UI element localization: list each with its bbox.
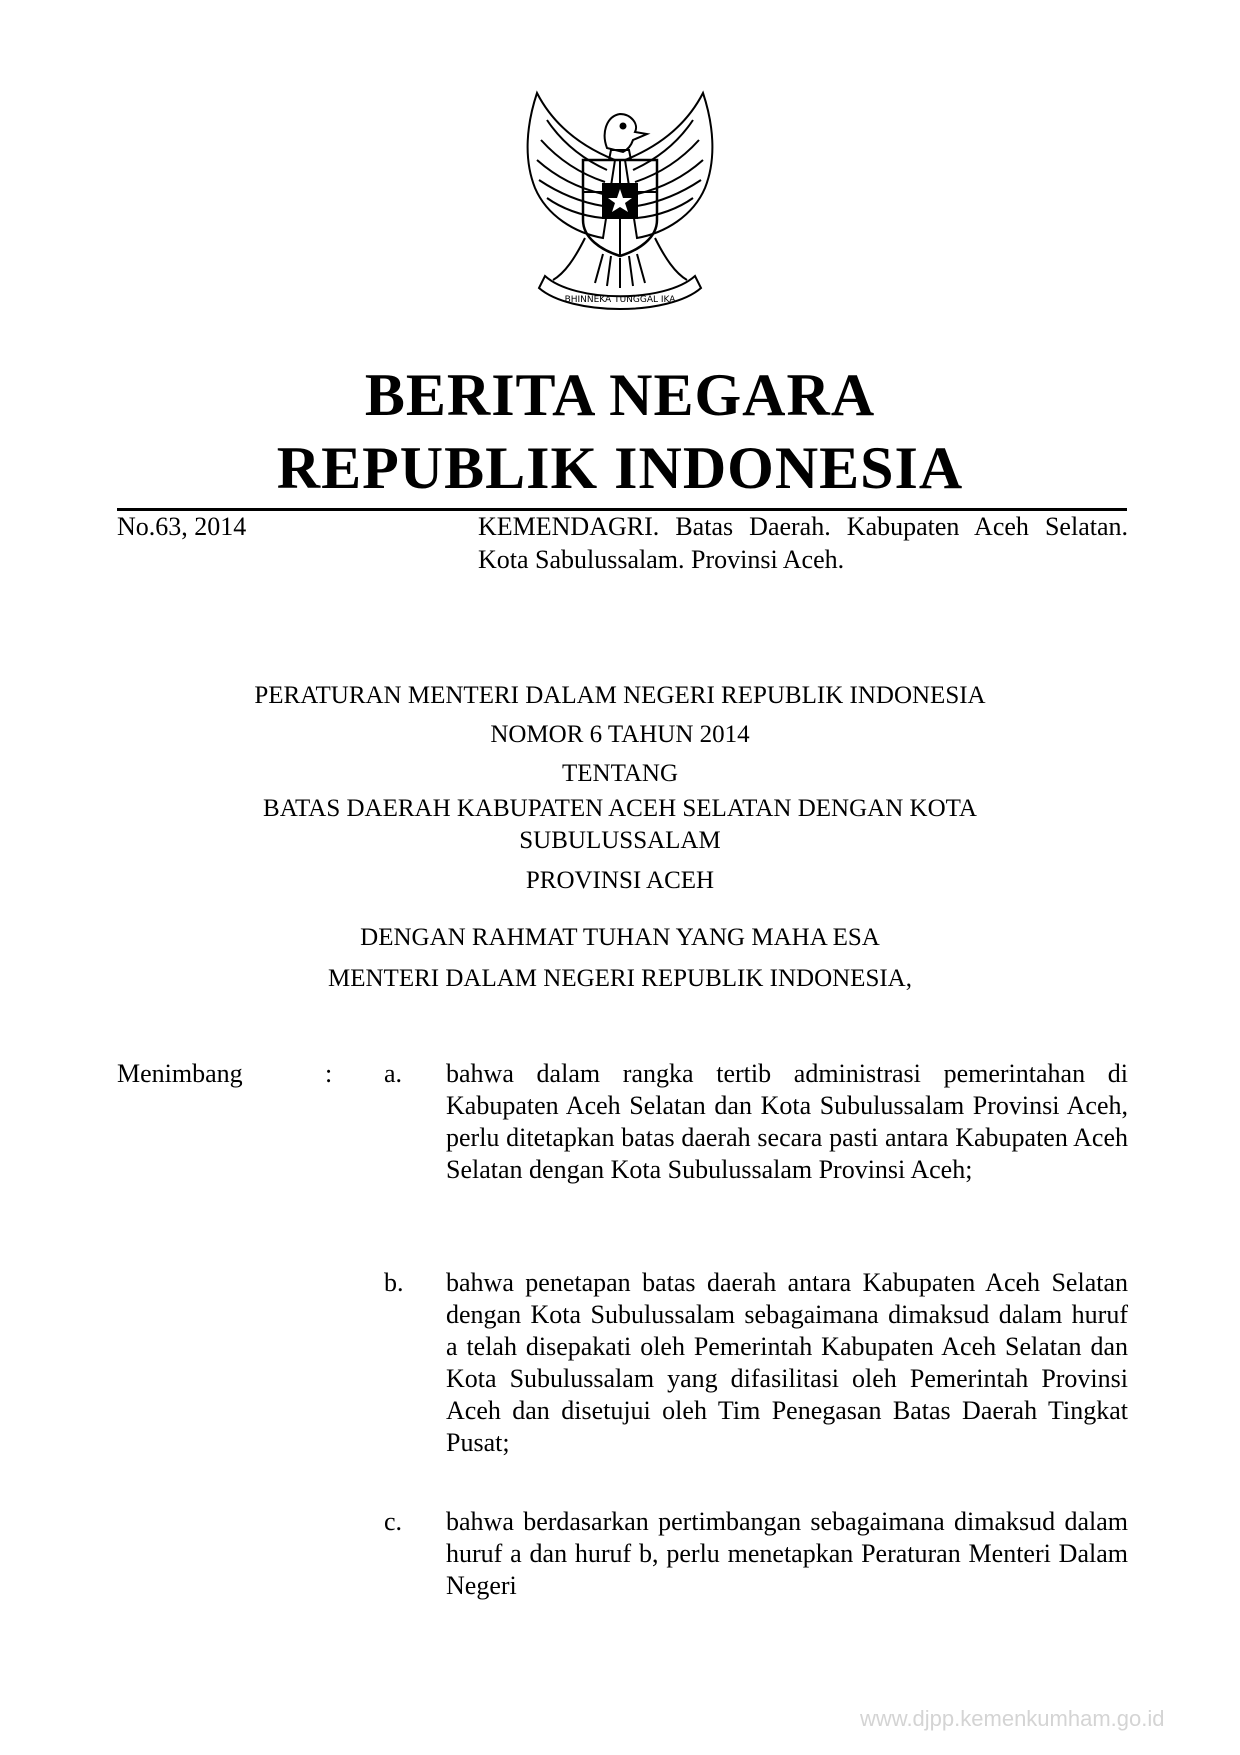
emblem-motto: BHINNEKA TUNGGAL IKA	[564, 295, 676, 305]
masthead-title-line2: REPUBLIK INDONESIA	[276, 435, 964, 501]
opening-block	[0, 917, 1240, 999]
considerations-colon: :	[325, 1059, 333, 1088]
regulation-heading	[0, 676, 1240, 900]
masthead-title-line1: BERITA NEGARA	[364, 362, 876, 428]
issue-number: No.63, 2014	[117, 512, 247, 541]
consideration-letter: c.	[384, 1507, 403, 1536]
watermark-url: www.djpp.kemenkumham.go.id	[860, 1706, 1165, 1731]
garuda-emblem-icon	[515, 88, 725, 313]
regulation-province: PROVINSI ACEH	[525, 867, 715, 894]
regulation-subject: BATAS DAERAH KABUPATEN ACEH SELATAN DENGAN KOTA SUBULUSSALAM	[263, 795, 977, 854]
consideration-text: bahwa dalam rangka tertib administrasi pemerintahan di Kabupaten Aceh Selatan dan Kota Subulussalam Provinsi Aceh, perlu ditetapkan batas daerah secara pasti antara Kabupaten Aceh Selatan dengan Kota Subulussalam Provinsi Aceh;	[446, 1059, 1128, 1184]
regulation-number: NOMOR 6 TAHUN 2014	[490, 721, 750, 748]
considerations-label: Menimbang	[117, 1059, 243, 1088]
consideration-letter: b.	[384, 1268, 404, 1297]
opening-authority: MENTERI DALAM NEGERI REPUBLIK INDONESIA,	[328, 965, 912, 992]
consideration-letter: a.	[384, 1059, 403, 1088]
regulation-title: PERATURAN MENTERI DALAM NEGERI REPUBLIK INDONESIA	[254, 682, 986, 709]
issue-subject: KEMENDAGRI. Batas Daerah. Kabupaten Aceh Selatan. Kota Sabulussalam. Provinsi Aceh.	[478, 512, 1128, 574]
regulation-about: TENTANG	[561, 760, 679, 787]
consideration-text: bahwa penetapan batas daerah antara Kabupaten Aceh Selatan dengan Kota Subulussalam sebagaimana dimaksud dalam huruf a telah disepakati oleh Pemerintah Kabupaten Aceh Selatan dan Kota Subulussalam yang difasilitasi oleh Pemerintah Provinsi Aceh dan disetujui oleh Tim Penegasan Batas Daerah Tingkat Pusat;	[446, 1268, 1128, 1457]
opening-invocation: DENGAN RAHMAT TUHAN YANG MAHA ESA	[360, 924, 880, 951]
consideration-text: bahwa berdasarkan pertimbangan sebagaimana dimaksud dalam huruf a dan huruf b, perlu menetapkan Peraturan Menteri Dalam Negeri	[446, 1507, 1128, 1600]
